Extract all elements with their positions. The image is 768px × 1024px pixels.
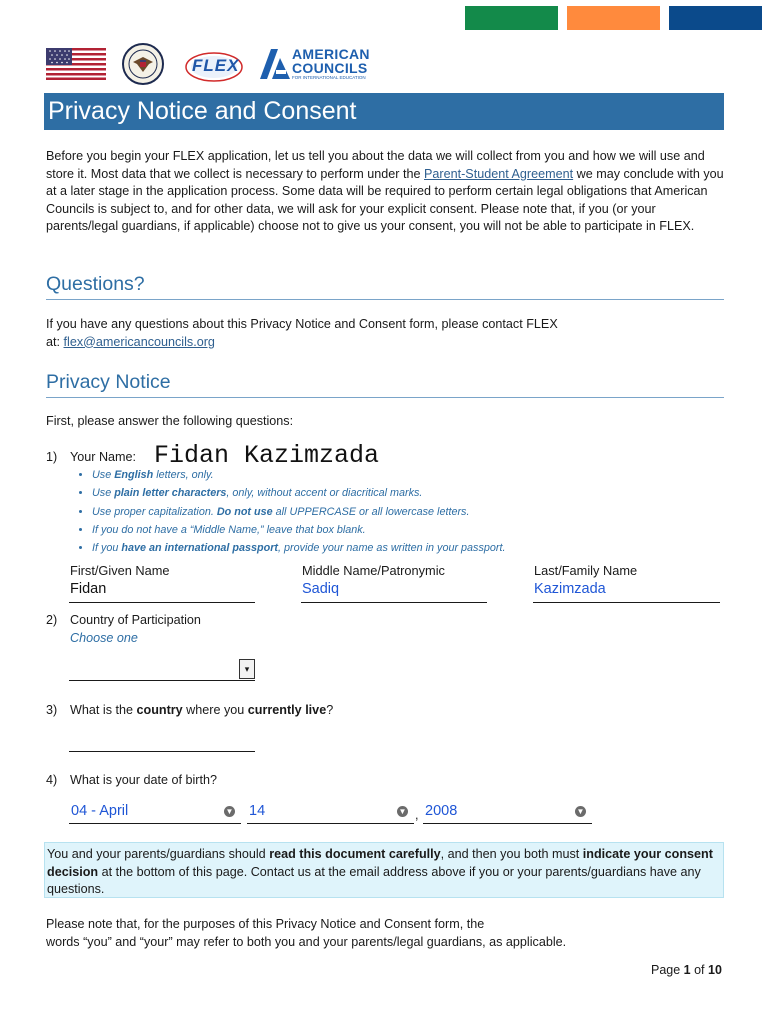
- birth-year-select[interactable]: [423, 801, 592, 823]
- instruction-item: • Use proper capitalization. Do not use all UPPERCASE or all lowercase letters.: [92, 503, 505, 521]
- chevron-down-icon[interactable]: ▼: [398, 807, 407, 816]
- green-header-bar: [465, 6, 558, 30]
- birth-year-underline: [423, 823, 592, 824]
- flex-email-link[interactable]: flex@americancouncils.org: [63, 334, 215, 349]
- flex-logo-text: FLEX: [192, 56, 240, 75]
- american-councils-emblem-icon: [258, 48, 292, 80]
- american-councils-line3: FOR INTERNATIONAL EDUCATION: [292, 75, 366, 80]
- last-name-field[interactable]: Kazimzada: [534, 581, 606, 597]
- country-of-participation-select[interactable]: [69, 659, 255, 681]
- privacy-intro-text: First, please answer the following questions:: [46, 414, 294, 428]
- closing-line1: Please note that, for the purposes of this Privacy Notice and Consent form, the: [46, 917, 485, 931]
- us-flag-icon: [46, 48, 106, 80]
- question-2-number: 2): [46, 613, 58, 627]
- middle-name-label: Middle Name/Patronymic: [302, 563, 445, 578]
- middle-name-underline: [301, 602, 487, 603]
- questions-paragraph: [46, 316, 724, 351]
- first-name-field[interactable]: Fidan: [70, 581, 107, 597]
- page-number: Page 1 of 10: [651, 963, 722, 977]
- closing-line2: words “you” and “your” may refer to both you and your parents/legal guardians, as applicable.: [46, 934, 567, 949]
- question-3-label: What is the country where you currently live?: [70, 703, 334, 717]
- birth-month-select[interactable]: [69, 801, 241, 823]
- birth-day-select[interactable]: [247, 801, 414, 823]
- dropdown-arrow-icon[interactable]: ▾: [239, 659, 255, 679]
- typed-name-display: Fidan Kazimzada: [154, 441, 380, 470]
- name-instructions-list: [70, 466, 505, 557]
- country-placeholder-text: Choose one: [70, 631, 138, 645]
- parent-student-agreement-link[interactable]: Parent-Student Agreement: [424, 166, 574, 181]
- chevron-down-icon[interactable]: ▼: [225, 807, 234, 816]
- last-name-label: Last/Family Name: [534, 563, 638, 578]
- current-country-underline: [69, 751, 255, 752]
- navy-header-bar: [669, 6, 762, 30]
- questions-heading: Questions?: [46, 273, 724, 300]
- intro-text-part2: we may conclude with you at a later stage in the application process. Some data will be required to perform certain legal obligations that American Councils is subject to, and for other data, we will ask for your explicit consent. Please note that, if you (or your parents/legal guardians, if applicable) choose not to give us your consent, you will not be able to participate in FLEX.: [46, 166, 724, 233]
- question-4-number: 4): [46, 773, 58, 787]
- date-separator: ,: [415, 808, 419, 822]
- american-councils-line1: AMERICAN: [292, 46, 370, 62]
- american-councils-logo: [258, 46, 388, 84]
- intro-text-part1: Before you begin your FLEX application, let us tell you about the data we will collect from you and how we will use and store it. Most data that we collect is necessary to perform under the: [46, 149, 705, 181]
- current-country-field[interactable]: [69, 730, 255, 752]
- birth-month-underline: [69, 823, 241, 824]
- american-councils-line2: COUNCILS: [292, 60, 368, 76]
- questions-text-line1: If you have any questions about this Privacy Notice and Consent form, please contact FLEX: [46, 317, 558, 331]
- birth-month-value: 04 - April: [71, 803, 129, 819]
- privacy-notice-heading: Privacy Notice: [46, 371, 724, 398]
- question-1-number: 1): [46, 450, 58, 464]
- closing-paragraph: [46, 916, 724, 951]
- questions-text-at: at:: [46, 334, 64, 349]
- chevron-down-icon[interactable]: ▼: [576, 807, 585, 816]
- orange-header-bar: [567, 6, 660, 30]
- last-name-underline: [533, 602, 720, 603]
- first-name-label: First/Given Name: [70, 563, 170, 578]
- instruction-item: • If you have an international passport, provide your name as written in your passport.: [92, 539, 505, 557]
- consent-note-box: You and your parents/guardians should read this document carefully, and then you both must indicate your consent decision at the bottom of this page. Contact us at the email address above if you or your parents/guardians have any questions.: [44, 842, 724, 898]
- instruction-item: • If you do not have a “Middle Name,” leave that box blank.: [92, 521, 505, 539]
- question-4-label: What is your date of birth?: [70, 773, 217, 787]
- instruction-item: • Use plain letter characters, only, without accent or diacritical marks.: [92, 484, 505, 502]
- flex-logo: [184, 48, 244, 84]
- question-1-label: Your Name:: [70, 450, 137, 464]
- middle-name-field[interactable]: Sadiq: [302, 581, 340, 597]
- first-name-underline: [69, 602, 255, 603]
- country-select-underline: [69, 680, 255, 681]
- birth-day-value: 14: [249, 803, 266, 819]
- birth-day-underline: [247, 823, 414, 824]
- instruction-item: • Use English letters, only.: [92, 466, 505, 484]
- page-title: Privacy Notice and Consent: [44, 93, 724, 130]
- birth-year-value: 2008: [425, 803, 458, 819]
- question-3-number: 3): [46, 703, 58, 717]
- intro-paragraph: [46, 148, 724, 236]
- state-department-seal-icon: [122, 43, 164, 85]
- question-2-label: Country of Participation: [70, 613, 201, 627]
